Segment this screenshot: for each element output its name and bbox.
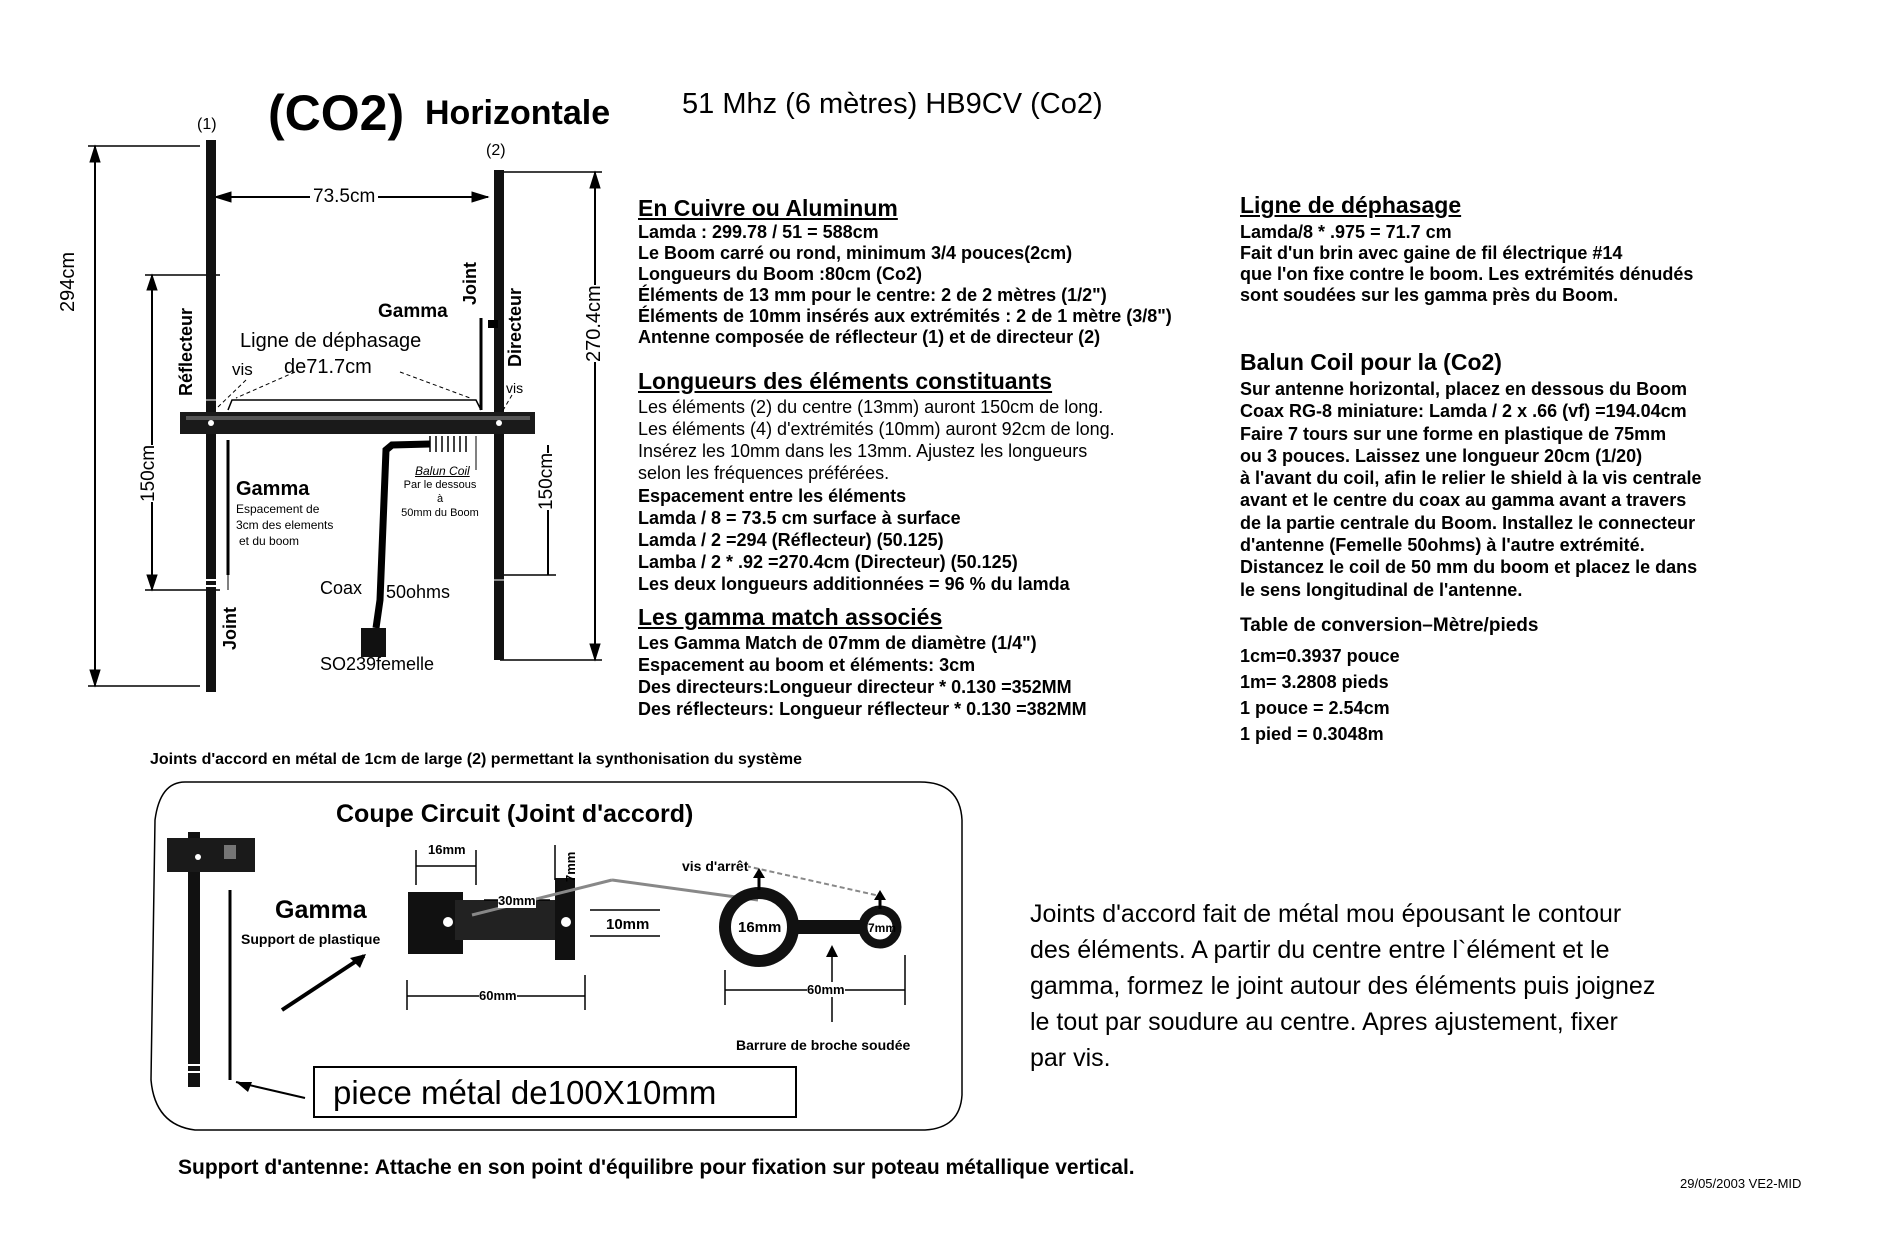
director-label: Directeur — [505, 287, 525, 367]
lengths-bold-line: Les deux longueurs additionnées = 96 % du lamda — [638, 574, 1070, 594]
lengths-line: selon les fréquences préférées. — [638, 463, 890, 483]
conversion-line: 1m= 3.2808 pieds — [1240, 672, 1389, 692]
balun-line: Faire 7 tours sur une forme en plastique de 75mm — [1240, 423, 1667, 444]
coax-value: 50ohms — [386, 582, 451, 602]
element-1-label: (1) — [197, 116, 217, 133]
ring-16mm: 16mm — [738, 919, 782, 936]
balun-line: Distancez le coil de 50 mm du boom et placez le dans — [1240, 557, 1698, 578]
half-length-left-label: 150cm — [138, 444, 159, 502]
connector-label: SO239femelle — [320, 654, 435, 674]
dim-60mm-a: 60mm — [479, 988, 517, 1003]
gamma-spacing-line: Espacement de — [236, 502, 320, 516]
gamma-spacing-line: 3cm des elements — [236, 518, 334, 532]
dim-30mm: 30mm — [498, 893, 536, 908]
dim-10mm: 10mm — [606, 916, 650, 933]
vis-arret-label: vis d'arrêt — [682, 858, 749, 874]
phase-line-value: de71.7cm — [284, 356, 372, 378]
balun-note-line: à — [436, 493, 444, 505]
vis-right-label: vis — [506, 380, 524, 396]
lengths-bold-line: Lamda / 8 = 73.5 cm surface à surface — [638, 508, 961, 528]
barrure-label: Barrure de broche soudée — [736, 1037, 911, 1053]
conversion-block — [1240, 643, 1400, 747]
copper-heading: En Cuivre ou Aluminum — [638, 195, 898, 221]
copper-line: Éléments de 10mm insérés aux extrémités : 2 de 1 mètre (3/8") — [638, 306, 1172, 326]
joints-text-line: gamma, formez le joint autour des éléments puis joignez — [1030, 972, 1656, 1000]
lengths-line: Les éléments (4) d'extrémités (10mm) auront 92cm de long. — [638, 419, 1115, 439]
balun-line: à l'avant du coil, afin le relier le shield à la vis centrale — [1240, 468, 1702, 489]
copper-line: Antenne composée de réflecteur (1) et de directeur (2) — [638, 327, 1101, 347]
joints-text-line: des éléments. A partir du centre entre l`élément et le — [1030, 936, 1610, 964]
balun-line: ou 3 pouces. Laissez une longueur 20cm (1/20) — [1240, 445, 1643, 466]
gamma-block — [638, 632, 1087, 720]
gamma-line: Les Gamma Match de 07mm de diamètre (1/4") — [638, 633, 1037, 653]
lengths-bold-line: Lamda / 2 =294 (Réflecteur) (50.125) — [638, 530, 944, 550]
gamma-line: Des directeurs:Longueur directeur * 0.130 =352MM — [638, 677, 1072, 697]
copper-block — [638, 222, 1172, 348]
copper-line: Longueurs du Boom :80cm (Co2) — [638, 264, 923, 284]
joints-caption: Joints d'accord en métal de 1cm de large (2) permettant la synthonisation du système — [150, 751, 802, 768]
gamma-line: Des réflecteurs: Longueur réflecteur * 0.130 =382MM — [638, 699, 1087, 719]
lengths-bold-block — [638, 485, 1070, 595]
reflector-label: Réflecteur — [176, 307, 196, 396]
copper-line: Lamda : 299.78 / 51 = 588cm — [638, 222, 879, 242]
conversion-line: 1cm=0.3937 pouce — [1240, 646, 1400, 666]
half-length-right-label: 150cm — [536, 452, 557, 510]
reflector-length-label: 294cm — [57, 251, 79, 312]
balun-line: le sens longitudinal de l'antenne. — [1240, 579, 1523, 600]
dim-60mm-b: 60mm — [807, 982, 845, 997]
balun-note-line: Par le dessous — [403, 479, 477, 491]
balun-note-line: 50mm du Boom — [401, 507, 479, 519]
phasing-heading: Ligne de déphasage — [1240, 192, 1462, 218]
title-subtitle: 51 Mhz (6 mètres) HB9CV (Co2) — [682, 88, 1103, 120]
cut-title: Coupe Circuit (Joint d'accord) — [336, 800, 694, 828]
balun-line: d'antenne (Femelle 50ohms) à l'autre extrémité. — [1240, 535, 1645, 556]
gamma-label-bottom: Gamma — [236, 478, 310, 500]
balun-block — [1240, 378, 1701, 601]
lengths-block — [638, 396, 1115, 484]
conversion-line: 1 pouce = 2.54cm — [1240, 698, 1390, 718]
lengths-line: Les éléments (2) du centre (13mm) auront 150cm de long. — [638, 397, 1104, 417]
joint-label-bottom: Joint — [220, 607, 240, 650]
vis-left-label: vis — [232, 360, 253, 379]
director-length-label: 270.4cm — [583, 285, 605, 362]
joints-text — [1030, 896, 1655, 1076]
element-2-label: (2) — [486, 142, 506, 159]
balun-heading: Balun Coil pour la (Co2) — [1240, 349, 1502, 375]
phase-line-label: Ligne de déphasage — [240, 330, 422, 352]
phasing-block — [1240, 222, 1693, 306]
gamma-label-top: Gamma — [378, 301, 448, 322]
phasing-line: Lamda/8 * .975 = 71.7 cm — [1240, 222, 1452, 242]
cut-support-label: Support de plastique — [241, 931, 381, 947]
gamma-spacing-line: et du boom — [239, 534, 300, 548]
phasing-line: Fait d'un brin avec gaine de fil électrique #14 — [1240, 243, 1623, 263]
lengths-bold-line: Lamba / 2 * .92 =270.4cm (Directeur) (50.125) — [638, 552, 1018, 572]
balun-line: Coax RG-8 miniature: Lamda / 2 x .66 (vf) =194.04cm — [1240, 401, 1687, 422]
gamma-heading: Les gamma match associés — [638, 604, 943, 630]
joints-text-line: le tout par soudure au centre. Apres ajustement, fixer — [1030, 1008, 1618, 1036]
lengths-heading: Longueurs des éléments constituants — [638, 368, 1053, 394]
ring-7mm: 7mm — [868, 921, 897, 935]
spacing-label: 73.5cm — [310, 186, 378, 208]
gamma-spacing-note — [236, 501, 333, 549]
joints-text-line: Joints d'accord fait de métal mou épousant le contour — [1030, 900, 1622, 928]
balun-note — [390, 478, 490, 520]
joints-text-line: par vis. — [1030, 1044, 1111, 1072]
title-orientation: Horizontale — [425, 94, 611, 132]
phasing-line: que l'on fixe contre le boom. Les extrémités dénudés — [1240, 264, 1694, 284]
copper-line: Le Boom carré ou rond, minimum 3/4 pouces(2cm) — [638, 243, 1073, 263]
copper-line: Éléments de 13 mm pour le centre: 2 de 2 mètres (1/2") — [638, 285, 1107, 305]
piece-label: piece métal de100X10mm — [333, 1074, 717, 1111]
dim-16mm: 16mm — [428, 842, 466, 857]
balun-line: de la partie centrale du Boom. Installez le connecteur — [1240, 512, 1696, 533]
conversion-heading: Table de conversion–Mètre/pieds — [1240, 615, 1539, 636]
dim-7mm: 7mm — [563, 851, 578, 882]
support-line: Support d'antenne: Attache en son point d'équilibre pour fixation sur poteau métallique vertical. — [178, 1156, 1135, 1179]
lengths-line: Insérez les 10mm dans les 13mm. Ajustez les longueurs — [638, 441, 1088, 461]
conversion-line: 1 pied = 0.3048m — [1240, 724, 1384, 744]
balun-line: Sur antenne horizontal, placez en dessous du Boom — [1240, 379, 1688, 399]
gamma-line: Espacement au boom et éléments: 3cm — [638, 655, 976, 675]
title-co2: (CO2) — [268, 85, 405, 141]
lengths-bold-line: Espacement entre les éléments — [638, 486, 907, 506]
balun-coil-label: Balun Coil — [415, 464, 470, 478]
coax-label: Coax — [320, 578, 363, 598]
phasing-line: sont soudées sur les gamma près du Boom. — [1240, 285, 1619, 305]
balun-line: avant et le centre du coax au gamma avant a travers — [1240, 490, 1687, 511]
footer-date: 29/05/2003 VE2-MID — [1680, 1176, 1802, 1191]
joint-label-top: Joint — [460, 262, 480, 305]
cut-gamma-label: Gamma — [275, 896, 367, 924]
